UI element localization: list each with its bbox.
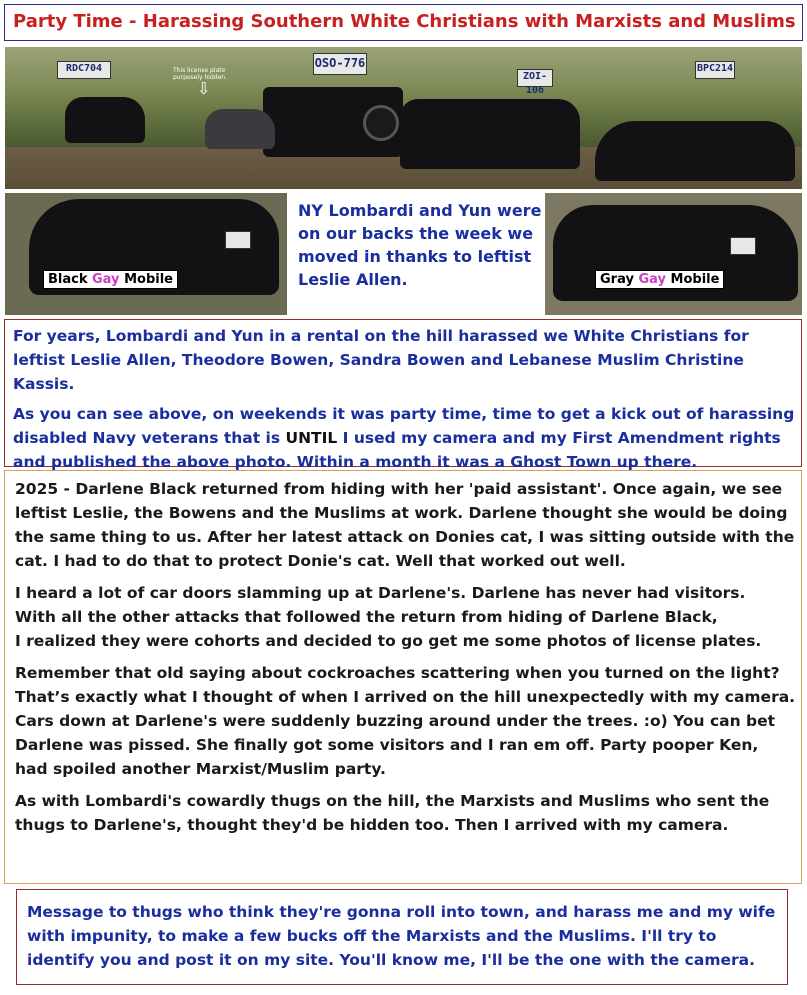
caption-text: Black bbox=[48, 272, 93, 287]
intro-emphasis: UNTIL bbox=[285, 429, 338, 447]
gray-car-caption bbox=[595, 270, 724, 289]
story-paragraph-1: 2025 - Darlene Black returned from hiding with her 'paid assistant'. Once again, we see leftist Leslie, the Bowens and the Muslims at work. Darlene thought she would be doing the same thing to us. After her latest attack on Donies cat, I was sitting outside with the cat. I had to do that to protect Donie's cat. Well that worked out well. bbox=[15, 480, 795, 570]
arrow-icon: ⇩ bbox=[197, 79, 211, 98]
license-plate-4: BPC214 bbox=[695, 61, 735, 79]
story-paragraph-2: I heard a lot of car doors slamming up at Darlene's. Darlene has never had visitors. With all the other attacks that followed the return from hiding of Darlene Black, I realized they were cohorts and decided to go get me some photos of license plates. bbox=[15, 584, 762, 650]
sedan bbox=[595, 121, 795, 181]
caption-text: Mobile bbox=[119, 272, 173, 287]
page-title: Party Time - Harassing Southern White Christians with Marxists and Muslims bbox=[4, 4, 803, 41]
intro-text: As you can see above, on weekends it was party time, time to get a kick out of harassing disabled Navy veterans that is bbox=[13, 405, 795, 447]
suv bbox=[400, 99, 580, 169]
license-plate-1: RDC704 bbox=[57, 61, 111, 79]
license-plate-3: ZOI-106 bbox=[517, 69, 553, 87]
message-box: Message to thugs who think they're gonna roll into town, and harass me and my wife with impunity, to make a few bucks off the Marxists and the Muslims. I'll try to identify you and post it on my site. You'll know me, I'll be the one with the camera. bbox=[16, 889, 788, 985]
intro-paragraph-2 bbox=[13, 402, 801, 474]
hill-photo bbox=[5, 47, 802, 189]
intro-paragraph-1: For years, Lombardi and Yun in a rental on the hill harassed we White Christians for leftist Leslie Allen, Theodore Bowen, Sandra Bowen and Lebanese Muslim Christine Kassis. bbox=[13, 327, 749, 393]
intro-text: I used my camera and my First Amendment rights and published the above photo. Within a month it was a Ghost Town up there. bbox=[13, 429, 781, 471]
story-box bbox=[4, 470, 802, 884]
license-plate-6 bbox=[730, 237, 756, 255]
caption-highlight: Gay bbox=[92, 272, 120, 287]
car-2 bbox=[205, 109, 275, 149]
caption-text: Mobile bbox=[666, 272, 720, 287]
hidden-plate-note: This license plate purposely hidden. bbox=[173, 67, 227, 81]
story-paragraph-3: Remember that old saying about cockroaches scattering when you turned on the light? That’s exactly what I thought of when I arrived on the hill unexpectedly with my camera. Cars down at Darlene's were suddenly buzzing around under the trees. :o) You can bet Darlene was pissed. She finally got some visitors and I ran em off. Party pooper Ken, had spoiled another Marxist/Muslim party. bbox=[15, 664, 796, 778]
story-paragraph-4: As with Lombardi's cowardly thugs on the hill, the Marxists and Muslims who sent the thugs to Darlene's, thought they'd be hidden too. Then I arrived with my camera. bbox=[15, 792, 770, 834]
gray-car-photo bbox=[545, 193, 802, 315]
black-car-photo bbox=[5, 193, 287, 315]
caption-highlight: Gay bbox=[638, 272, 666, 287]
caption-text: Gray bbox=[600, 272, 639, 287]
license-plate-5 bbox=[225, 231, 251, 249]
license-plate-2: OSO-776 bbox=[313, 53, 367, 75]
middle-text: NY Lombardi and Yun were on our backs the week we moved in thanks to leftist Leslie Allen. bbox=[298, 201, 542, 289]
black-car-caption bbox=[43, 270, 178, 289]
spare-tire bbox=[363, 105, 399, 141]
car-1 bbox=[65, 97, 145, 143]
intro-box bbox=[4, 319, 802, 471]
